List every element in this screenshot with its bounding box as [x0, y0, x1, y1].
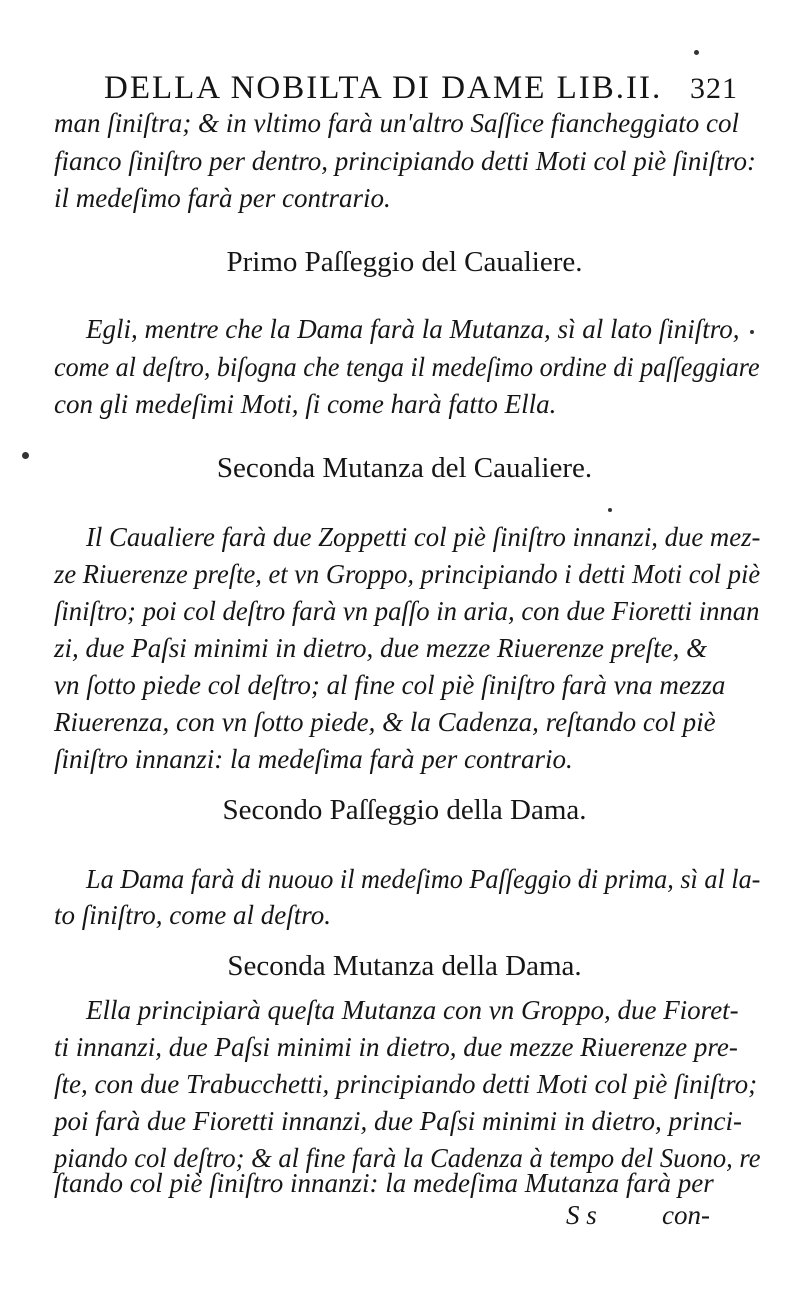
text-line: Il Caualiere farà due Zoppetti col piè ſiniſtro innanzi, due mez- — [86, 522, 761, 552]
text-line: ſiniſtro; poi col deſtro farà vn paſſo in aria, con due Fioretti innan — [54, 596, 760, 626]
ink-speck — [608, 508, 612, 512]
text-line: il medeſimo farà per contrario. — [54, 183, 391, 213]
section-heading: Primo Paſſeggio del Caualiere. — [226, 246, 583, 278]
text-line: Riuerenza, con vn ſotto piede, & la Cadenza, reſtando col piè — [54, 707, 716, 737]
section-heading: Secondo Paſſeggio della Dama. — [222, 794, 587, 826]
text-line: poi farà due Fioretti innanzi, due Paſsi minimi in dietro, princi- — [54, 1106, 742, 1136]
text-line: con gli medeſimi Moti, ſi come harà fatto Ella. — [54, 389, 557, 419]
page-number: 321 — [690, 72, 738, 105]
text-line: La Dama farà di nuouo il medeſimo Paſſeggio di prima, sì al la- — [86, 864, 761, 894]
text-line: vn ſotto piede col deſtro; al fine col piè ſiniſtro farà vna mezza — [54, 670, 726, 700]
running-head: DELLA NOBILTA DI DAME LIB.II. — [104, 70, 663, 106]
text-line: ſte, con due Trabucchetti, principiando detti Moti col piè ſiniſtro; — [54, 1069, 758, 1099]
catchword: con- — [662, 1200, 710, 1230]
text-line: ſtando col piè ſiniſtro innanzi: la medeſima Mutanza farà per — [54, 1168, 714, 1198]
ink-speck — [694, 50, 699, 55]
text-line: zi, due Paſsi minimi in dietro, due mezze Riuerenze preſte, & — [54, 633, 708, 663]
text-line: ti innanzi, due Paſsi minimi in dietro, due mezze Riuerenze pre- — [54, 1032, 738, 1062]
text-line: Ella principiarà queſta Mutanza con vn Groppo, due Fioret- — [86, 995, 739, 1025]
text-line: fianco ſiniſtro per dentro, principiando detti Moti col piè ſiniſtro: — [54, 146, 756, 176]
signature-mark: S s — [566, 1200, 597, 1230]
text-line: ze Riuerenze preſte, et vn Groppo, principiando i detti Moti col piè — [54, 559, 761, 589]
text-line: piando col deſtro; & al fine farà la Cadenza à tempo del Suono, re — [54, 1143, 761, 1173]
text-line: come al deſtro, biſogna che tenga il medeſimo ordine di paſſeggiare — [54, 352, 760, 382]
section-heading: Seconda Mutanza della Dama. — [227, 950, 582, 982]
text-line: man ſiniſtra; & in vltimo farà un'altro Saſſice fiancheggiato col — [54, 108, 739, 138]
text-line: Egli, mentre che la Dama farà la Mutanza, sì al lato ſiniſtro, — [86, 314, 740, 344]
ink-speck — [750, 330, 754, 334]
text-line: to ſiniſtro, come al deſtro. — [54, 900, 331, 930]
section-heading: Seconda Mutanza del Caualiere. — [216, 452, 593, 484]
text-line: ſiniſtro innanzi: la medeſima farà per contrario. — [54, 744, 573, 774]
